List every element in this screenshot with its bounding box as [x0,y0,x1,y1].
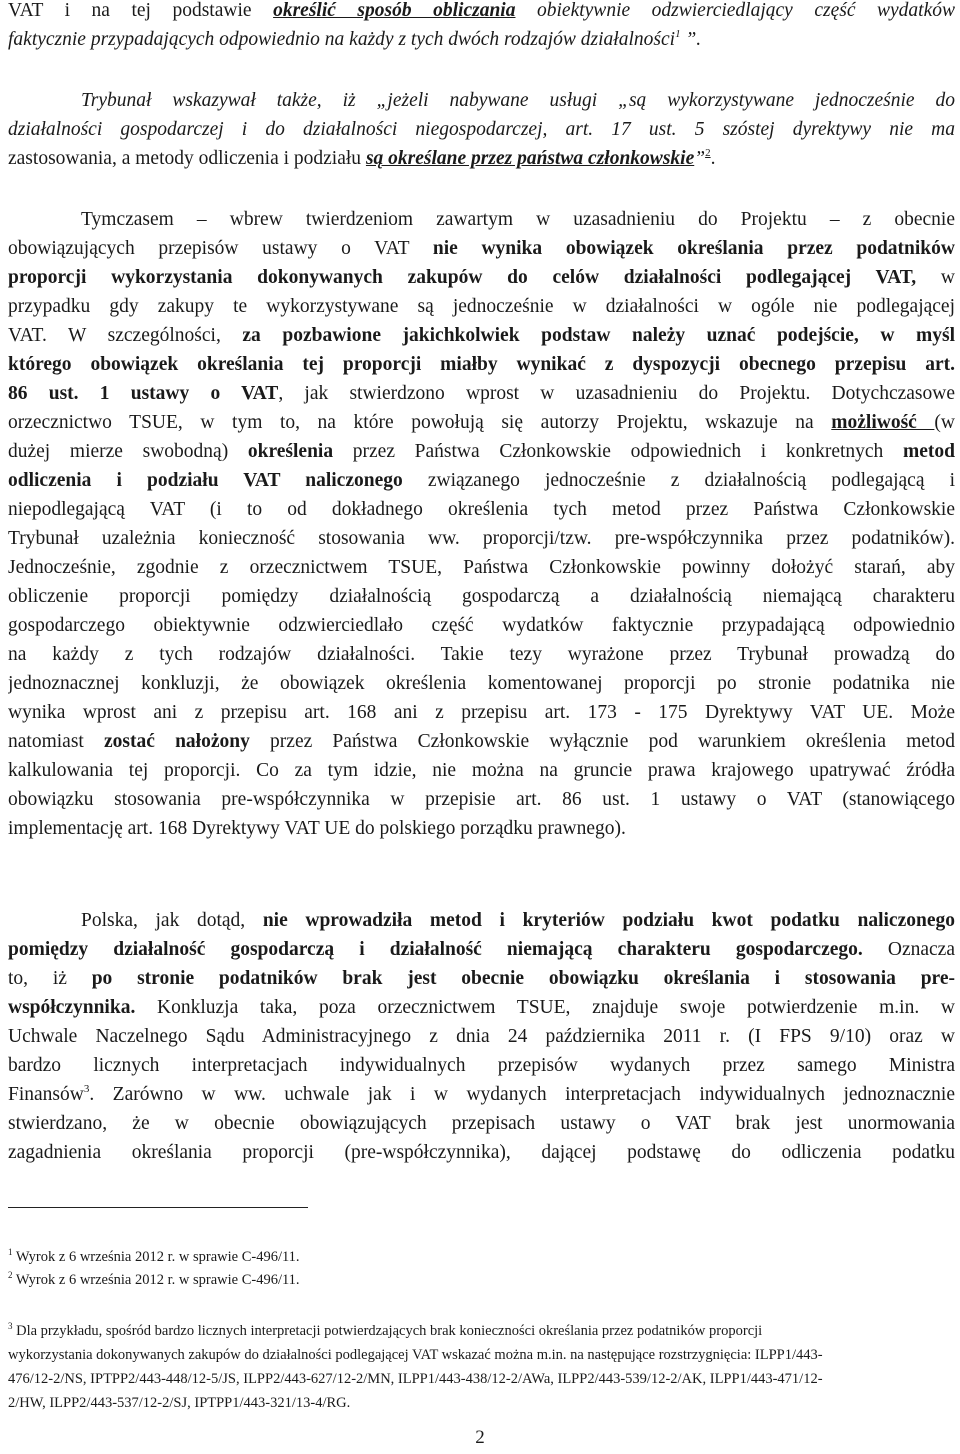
emphasis-span: proporcji wykorzystania dokonywanych zakupów do celów działalności podlegającej VAT, [8,267,917,288]
footnote-separator [8,1207,308,1208]
text-line [8,379,955,408]
text-span: natomiast [8,731,105,752]
text-line [8,86,955,115]
text-line [8,466,955,495]
text-span: . Zarówno w ww. uchwale jak i w wydanych interpretacjach indywidualnych jednoznacznie [89,1084,955,1105]
paragraph-2 [8,86,955,173]
emphasis-span: określić sposób obliczania [273,0,516,21]
text-span: to, iż [8,968,92,989]
text-line: wynika wprost ani z przepisu art. 168 ani z przepisu art. 173 - 175 Dyrektywy VAT UE. Może [8,702,955,723]
footnote-number: 2 [8,1270,13,1280]
text-line [8,1080,955,1109]
paragraph-3 [8,205,955,843]
text-span: Konkluzja taka, poza orzecznictwem TSUE, znajduje swoje potwierdzenie m.in. w [135,997,955,1018]
text-span: orzecznictwo TSUE, w tym to, na które powołują się autorzy Projektu, wskazuje na [8,412,832,433]
text-span: Trybunał wskazywał także, iż „jeżeli nabywane usługi „są wykorzystywane jednocześnie do [81,90,955,111]
text-span: Wyrok z 6 września 2012 r. w sprawie C‑496/11. [12,1272,300,1288]
text-line [8,437,955,466]
text-line: stwierdzano, że w obecnie obowiązujących przepisach ustawy o VAT brak jest unormowania [8,1113,955,1134]
text-span: VAT i na tej podstawie [8,0,274,21]
text-line: Uchwale Naczelnego Sądu Administracyjnego z dnia 24 października 2011 r. (I FPS 9/10) oraz w [8,1026,955,1047]
text-line [8,144,955,173]
emphasis-span: współczynnika. [8,997,136,1018]
text-line [8,993,955,1022]
text-span: Polska, jak dotąd, [81,910,263,931]
text-line [8,408,955,437]
text-line [8,964,955,993]
emphasis-span: nie wynika obowiązek określania przez podatników [432,238,955,259]
text-line: obowiązku stosowania pre-współczynnika w przepisie art. 86 ust. 1 ustawy o VAT (stanowiącego [8,789,955,810]
emphasis-span: określenia [247,441,334,462]
text-line: gospodarczego obiektywnie odzwierciedlało część wydatków faktycznie przypadającą odpowiednio [8,615,955,636]
text-line: kalkulowania tej proporcji. Co za tym idzie, nie można na gruncie prawa krajowego upatrywać źródła [8,760,955,781]
emphasis-span: nie wprowadziła metod i kryteriów podziału kwot podatku naliczonego [262,910,955,931]
text-span: Tymczasem – wbrew twierdzeniom zawartym w uzasadnieniu do Projektu – z obecnie [81,209,955,230]
text-line [8,234,955,263]
paragraph-1 [8,0,955,54]
text-span: . [710,148,716,169]
text-span: faktycznie przypadających odpowiednio na każdy z tych dwóch rodzajów działalności [8,29,676,50]
text-line [8,263,955,292]
emphasis-span: za pozbawione jakichkolwiek podstaw należy uznać podejście, w myśl [242,325,955,346]
text-line: bardzo licznych interpretacjach indywidualnych przepisów wydanych przez samego Ministra [8,1055,955,1076]
text-span: , jak stwierdzono wprost w uzasadnieniu do Projektu. Dotychczasowe [278,383,955,404]
footnote-1 [8,1245,955,1269]
text-line: Trybunał uzależnia konieczność stosowania ww. proporcji/tzw. pre-współczynnika przez podatników). [8,528,955,549]
page-number: 2 [475,1427,485,1448]
text-line [8,205,955,234]
text-line: działalności gospodarczej i do działalności niegospodarczej, art. 17 ust. 5 szóstej dyrektywy nie ma [8,119,955,140]
text-span: przez Państwa Członkowskie odpowiednich i konkretnych [333,441,903,462]
text-line: na każdy z tych rodzajów działalności. Takie tezy wyrażone przez Trybunał prowadzą do [8,644,955,665]
text-line: 2/HW, ILPP2/443-537/12-2/SJ, IPTPP1/443-321/13-4/RG. [8,1395,351,1411]
text-line: obliczenie proporcji pomiędzy działalnością gospodarczą a działalnością niemającą charakteru [8,586,955,607]
text-line [8,935,955,964]
text-line [8,321,955,350]
emphasis-span: pomiędzy działalność gospodarczą i działalność niemającą charakteru gospodarczego. [8,939,863,960]
text-line [8,25,955,54]
text-line [8,0,955,25]
text-line: przypadku gdy zakupy te wykorzystywane są jednocześnie w działalności w ogóle nie podlegającej [8,296,955,317]
text-span: ”. [680,29,702,50]
footnote-number: 3 [8,1321,13,1331]
emphasis-span: 86 ust. 1 ustawy o VAT [8,383,279,404]
footnote-3 [8,1319,955,1415]
text-line: Jednocześnie, zgodnie z orzecznictwem TSUE, Państwa Członkowskie powinny dołożyć starań, aby [8,557,955,578]
text-line: zagadnienia określania proporcji (pre-współczynnika), dającej podstawę do odliczenia podatku [8,1142,955,1163]
text-span: ” [694,148,706,169]
text-span: w [916,267,955,288]
emphasis-span: po stronie podatników brak jest obecnie obowiązku określania i stosowania pre- [91,968,955,989]
text-span: związanego jednocześnie z działalnością podlegającą i [402,470,955,491]
text-line: jednoznacznej konkluzji, że obowiązek określenia komentowanej proporcji po stronie podatnika nie [8,673,955,694]
text-line: 476/12-2/NS, IPTPP2/443-448/12-5/JS, ILPP2/443-627/12-2/MN, ILPP1/443-438/12-2/AWa, ILPP2/443-539/12-2/AK, ILPP1/443-471/12- [8,1371,823,1387]
paragraph-4 [8,906,955,1167]
text-span: Finansów [8,1084,84,1105]
text-line [8,1268,955,1292]
text-span: Dla przykładu, spośród bardzo licznych interpretacji potwierdzających brak konieczności określania przez podatników proporcji [12,1323,763,1339]
text-line: niepodlegającą VAT (i to od dokładnego określenia tych metod przez Państwa Członkowskie [8,499,955,520]
text-span: dużej mierze swobodną) [8,441,248,462]
text-span: (w [934,412,955,433]
text-span: zastosowania, a metody odliczenia i podziału [8,148,366,169]
text-span: Wyrok z 6 września 2012 r. w sprawie C‑496/11. [12,1249,300,1265]
emphasis-span: zostać nałożony [104,731,250,752]
text-line: implementację art. 168 Dyrektywy VAT UE do polskiego porządku prawnego). [8,818,626,839]
emphasis-span: odliczenia i podziału VAT naliczonego [8,470,403,491]
text-line: wykorzystania dokonywanych zakupów do działalności podlegającej VAT wskazać można m.in. na następujące rozstrzygnięcia: ILPP1/443- [8,1347,823,1363]
text-line: którego obowiązek określania tej proporcji miałby wynikać z dyspozycji obecnego przepisu art. [8,354,955,375]
footnote-2 [8,1268,955,1292]
text-span: obowiązujących przepisów ustawy o VAT [8,238,433,259]
text-line [8,727,955,756]
text-span: VAT. W szczególności, [8,325,243,346]
text-span: Oznacza [862,939,955,960]
footnote-number: 1 [8,1247,13,1257]
text-span: obiektywnie odzwierciedlający część wydatków [515,0,955,21]
emphasis-span: możliwość [831,412,935,433]
text-span: przez Państwa Członkowskie wyłącznie pod warunkiem określenia metod [249,731,955,752]
text-line [8,1319,955,1343]
footnote-ref-2[interactable]: 2 [705,147,711,159]
text-line [8,1245,955,1269]
footnote-ref-3[interactable]: 3 [83,1083,90,1095]
text-line [8,906,955,935]
footnote-ref-1[interactable]: 1 [675,28,681,40]
emphasis-span: są określane przez państwa członkowskie [365,148,695,169]
emphasis-span: metod [903,441,955,462]
